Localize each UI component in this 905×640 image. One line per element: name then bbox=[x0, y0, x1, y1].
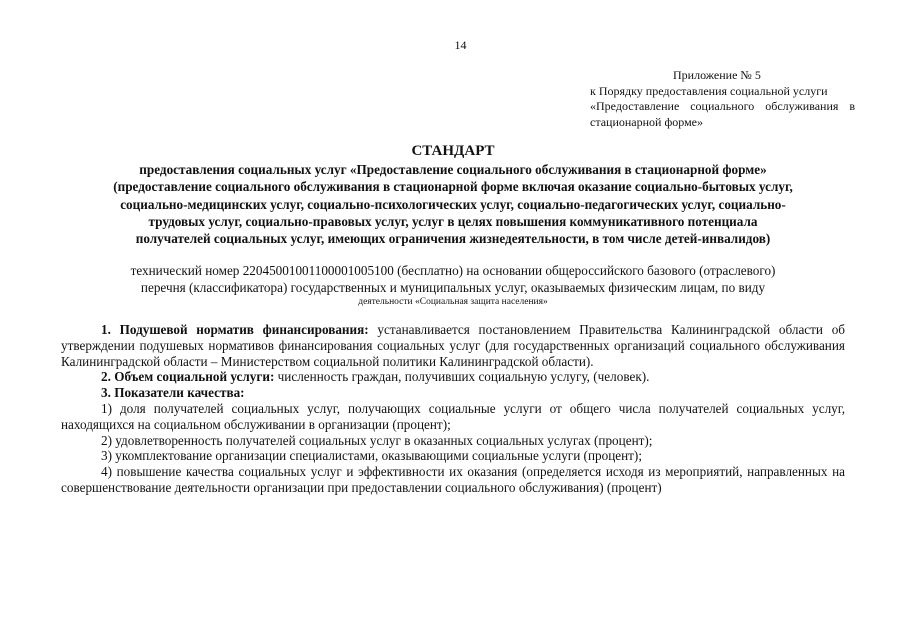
appendix-reference: к Порядку предоставления социальной услуги bbox=[590, 83, 828, 98]
section-volume bbox=[61, 369, 845, 385]
title-line-4: трудовых услуг, социально-правовых услуг, услуг в целях повышения коммуникативного потенциала bbox=[148, 213, 758, 229]
quality-item-3: 3) укомплектование организации специалистами, оказывающими социальные услуги (процент); bbox=[101, 448, 642, 464]
technical-line-3: деятельности «Социальная защита населения» bbox=[358, 297, 548, 307]
section-financing-heading: 1. Подушевой норматив финансирования: bbox=[101, 322, 369, 337]
quality-item-2: 2) удовлетворенность получателей социальных услуг в оказанных социальных услугах (процент); bbox=[101, 432, 653, 448]
standard-title: СТАНДАРТ bbox=[411, 143, 495, 159]
title-line-1: предоставления социальных услуг «Предоставление социального обслуживания в стационарной форме» bbox=[139, 162, 767, 177]
section-financing bbox=[61, 322, 845, 369]
standard-title-block bbox=[58, 142, 848, 247]
appendix-number: Приложение № 5 bbox=[673, 68, 761, 82]
title-line-2: (предоставление социального обслуживания в стационарной форме включая оказание социально-бытовых услуг, bbox=[113, 179, 793, 195]
quality-item-1: 1) доля получателей социальных услуг, получающих социальные услуги от общего числа получателей социальных услуг, находящихся на социальном обслуживании в организации (процент); bbox=[61, 400, 845, 432]
appendix-service-name: «Предоставление социального обслуживания в bbox=[590, 99, 855, 113]
title-line-3: социально-медицинских услуг, социально-психологических услуг, социально-педагогических услуг, социально- bbox=[120, 196, 786, 212]
technical-number-block bbox=[58, 262, 848, 308]
page-number: 14 bbox=[454, 38, 467, 52]
section-quality-heading: 3. Показатели качества: bbox=[101, 385, 245, 401]
title-line-5: получателей социальных услуг, имеющих ограничения жизнедеятельности, в том числе детей-инвалидов) bbox=[135, 231, 771, 247]
technical-line-2: перечня (классификатора) государственных и муниципальных услуг, оказываемых физическим лицам, по виду bbox=[140, 280, 766, 295]
quality-item-4: 4) повышение качества социальных услуг и эффективности их оказания (определяется исходя из мероприятий, направленных на совершенствование деятельности организации при предоставлении социального обслуживания) (процент) bbox=[61, 464, 845, 495]
appendix-service-name-end: стационарной форме» bbox=[590, 114, 703, 129]
technical-line-1: технический номер 22045001001100001005100 (бесплатно) на основании общероссийского базового (отраслевого) bbox=[130, 263, 776, 278]
section-financing-text: устанавливается постановлением Правительства Калининградской области об утверждении подушевых нормативов финансирования социальных услуг (для государственных организаций социального обслуживания Калининградской области – Министерством социальной политики Калининградской области). bbox=[61, 322, 845, 369]
appendix-header bbox=[590, 68, 855, 130]
section-volume-heading: 2. Объем социальной услуги: bbox=[101, 369, 275, 385]
section-volume-text: численность граждан, получивших социальную услугу, (человек). bbox=[274, 369, 650, 385]
document-body bbox=[61, 322, 845, 496]
section-quality bbox=[61, 385, 845, 401]
